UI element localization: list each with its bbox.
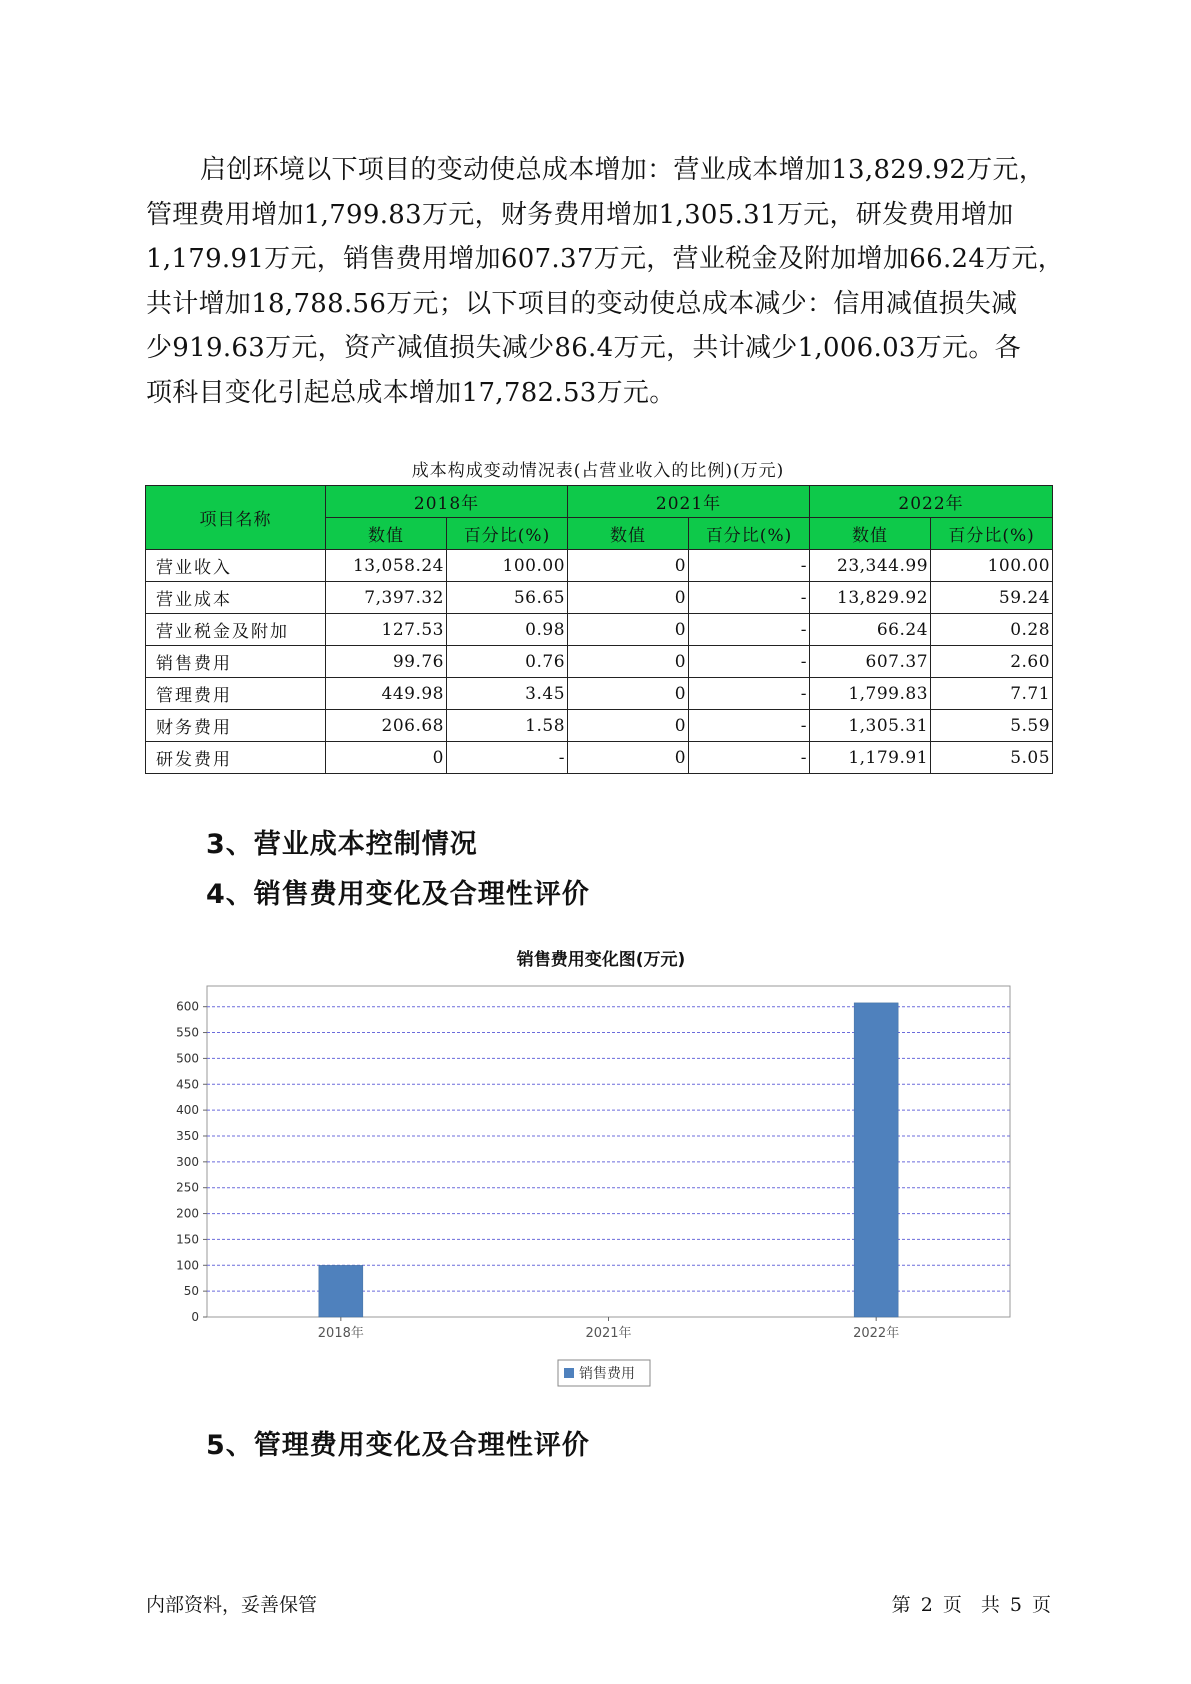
cell-percent: -	[689, 582, 810, 614]
cell-value: 1,799.83	[810, 678, 931, 710]
header-value: 数值	[326, 518, 447, 550]
cell-percent: -	[689, 678, 810, 710]
row-name: 销售费用	[146, 646, 326, 678]
y-tick-label: 100	[176, 1258, 199, 1273]
cell-value: 66.24	[810, 614, 931, 646]
bar	[854, 1003, 898, 1317]
x-tick-label: 2021年	[585, 1326, 632, 1341]
legend-label: 销售费用	[579, 1366, 635, 1382]
cell-percent: 5.05	[931, 742, 1053, 774]
table-row	[146, 614, 1053, 646]
legend-swatch	[564, 1368, 574, 1378]
body-paragraph	[146, 148, 1066, 415]
cell-value: 206.68	[326, 710, 447, 742]
cell-value: 13,058.24	[326, 550, 447, 582]
bar	[319, 1265, 363, 1317]
paragraph-line: 管理费用增加1,799.83万元，财务费用增加1,305.31万元，研发费用增加	[146, 199, 1014, 230]
y-tick-label: 0	[191, 1310, 199, 1324]
paragraph-line: 共计增加18,788.56万元；以下项目的变动使总成本减少：信用减值损失减	[146, 288, 1018, 319]
row-name: 营业税金及附加	[146, 614, 326, 646]
y-tick-label: 300	[176, 1154, 199, 1169]
cell-value: 127.53	[326, 614, 447, 646]
cell-percent: 5.59	[931, 710, 1053, 742]
table-row	[146, 550, 1053, 582]
header-percent: 百分比(%)	[689, 518, 810, 550]
cell-value: 0	[568, 710, 689, 742]
table-row	[146, 582, 1053, 614]
x-tick-label: 2022年	[853, 1326, 900, 1341]
cell-percent: 0.98	[447, 614, 568, 646]
table-row	[146, 710, 1053, 742]
cell-value: 0	[568, 582, 689, 614]
y-tick-label: 150	[176, 1232, 199, 1247]
header-year: 2018年	[326, 486, 568, 518]
cell-percent: 2.60	[931, 646, 1053, 678]
header-item-name: 项目名称	[146, 486, 326, 550]
cell-value: 0	[568, 742, 689, 774]
cell-value: 0	[568, 614, 689, 646]
y-tick-label: 450	[176, 1077, 199, 1092]
table-row	[146, 646, 1053, 678]
paragraph-line: 项科目变化引起总成本增加17,782.53万元。	[146, 377, 676, 408]
cell-percent: -	[689, 742, 810, 774]
cell-percent: -	[689, 614, 810, 646]
section-heading-3: 3、营业成本控制情况	[206, 829, 478, 860]
cell-value: 99.76	[326, 646, 447, 678]
section-heading-4: 4、销售费用变化及合理性评价	[206, 879, 590, 910]
cell-value: 1,179.91	[810, 742, 931, 774]
cell-percent: 100.00	[931, 550, 1053, 582]
cell-value: 0	[568, 550, 689, 582]
cell-percent: 0.76	[447, 646, 568, 678]
row-name: 营业收入	[146, 550, 326, 582]
y-tick-label: 550	[176, 1025, 199, 1040]
row-name: 研发费用	[146, 742, 326, 774]
cell-value: 449.98	[326, 678, 447, 710]
header-year: 2022年	[810, 486, 1053, 518]
y-tick-label: 200	[176, 1206, 199, 1221]
cell-value: 23,344.99	[810, 550, 931, 582]
cell-percent: -	[689, 550, 810, 582]
section-heading-5: 5、管理费用变化及合理性评价	[206, 1430, 590, 1461]
row-name: 财务费用	[146, 710, 326, 742]
cell-percent: 56.65	[447, 582, 568, 614]
cell-value: 0	[568, 678, 689, 710]
cell-value: 607.37	[810, 646, 931, 678]
y-tick-label: 50	[183, 1284, 199, 1299]
y-tick-label: 500	[176, 1051, 199, 1066]
cell-percent: 1.58	[447, 710, 568, 742]
x-tick-label: 2018年	[317, 1326, 364, 1341]
table-row	[146, 742, 1053, 774]
cell-percent: 0.28	[931, 614, 1053, 646]
table-title: 成本构成变动情况表(占营业收入的比例)(万元)	[411, 461, 785, 481]
y-tick-label: 600	[176, 999, 199, 1014]
cost-structure-table	[145, 485, 1053, 774]
cell-percent: 59.24	[931, 582, 1053, 614]
header-year: 2021年	[568, 486, 810, 518]
cell-value: 0	[326, 742, 447, 774]
footer-page-number: 第 2 页 共 5 页	[891, 1594, 1051, 1616]
cell-value: 1,305.31	[810, 710, 931, 742]
cell-percent: 3.45	[447, 678, 568, 710]
paragraph-line: 少919.63万元，资产减值损失减少86.4万元，共计减少1,006.03万元。各	[146, 333, 1021, 363]
y-tick-label: 400	[176, 1103, 199, 1118]
paragraph-line: 1,179.91万元，销售费用增加607.37万元，营业税金及附加增加66.24万元，	[146, 244, 1065, 274]
chart-title: 销售费用变化图(万元)	[516, 950, 686, 970]
cell-percent: -	[447, 742, 568, 774]
cell-percent: 7.71	[931, 678, 1053, 710]
y-tick-label: 350	[176, 1128, 199, 1143]
header-value: 数值	[568, 518, 689, 550]
cell-value: 7,397.32	[326, 582, 447, 614]
header-value: 数值	[810, 518, 931, 550]
footer-confidential: 内部资料，妥善保管	[146, 1594, 318, 1616]
header-percent: 百分比(%)	[931, 518, 1053, 550]
cell-value: 13,829.92	[810, 582, 931, 614]
row-name: 管理费用	[146, 678, 326, 710]
paragraph-line: 启创环境以下项目的变动使总成本增加：营业成本增加13,829.92万元，	[200, 155, 1046, 185]
cell-value: 0	[568, 646, 689, 678]
cell-percent: -	[689, 646, 810, 678]
cell-percent: -	[689, 710, 810, 742]
sales-expense-bar-chart	[160, 975, 1020, 1395]
table-row	[146, 678, 1053, 710]
cell-percent: 100.00	[447, 550, 568, 582]
row-name: 营业成本	[146, 582, 326, 614]
header-percent: 百分比(%)	[447, 518, 568, 550]
y-tick-label: 250	[176, 1180, 199, 1195]
